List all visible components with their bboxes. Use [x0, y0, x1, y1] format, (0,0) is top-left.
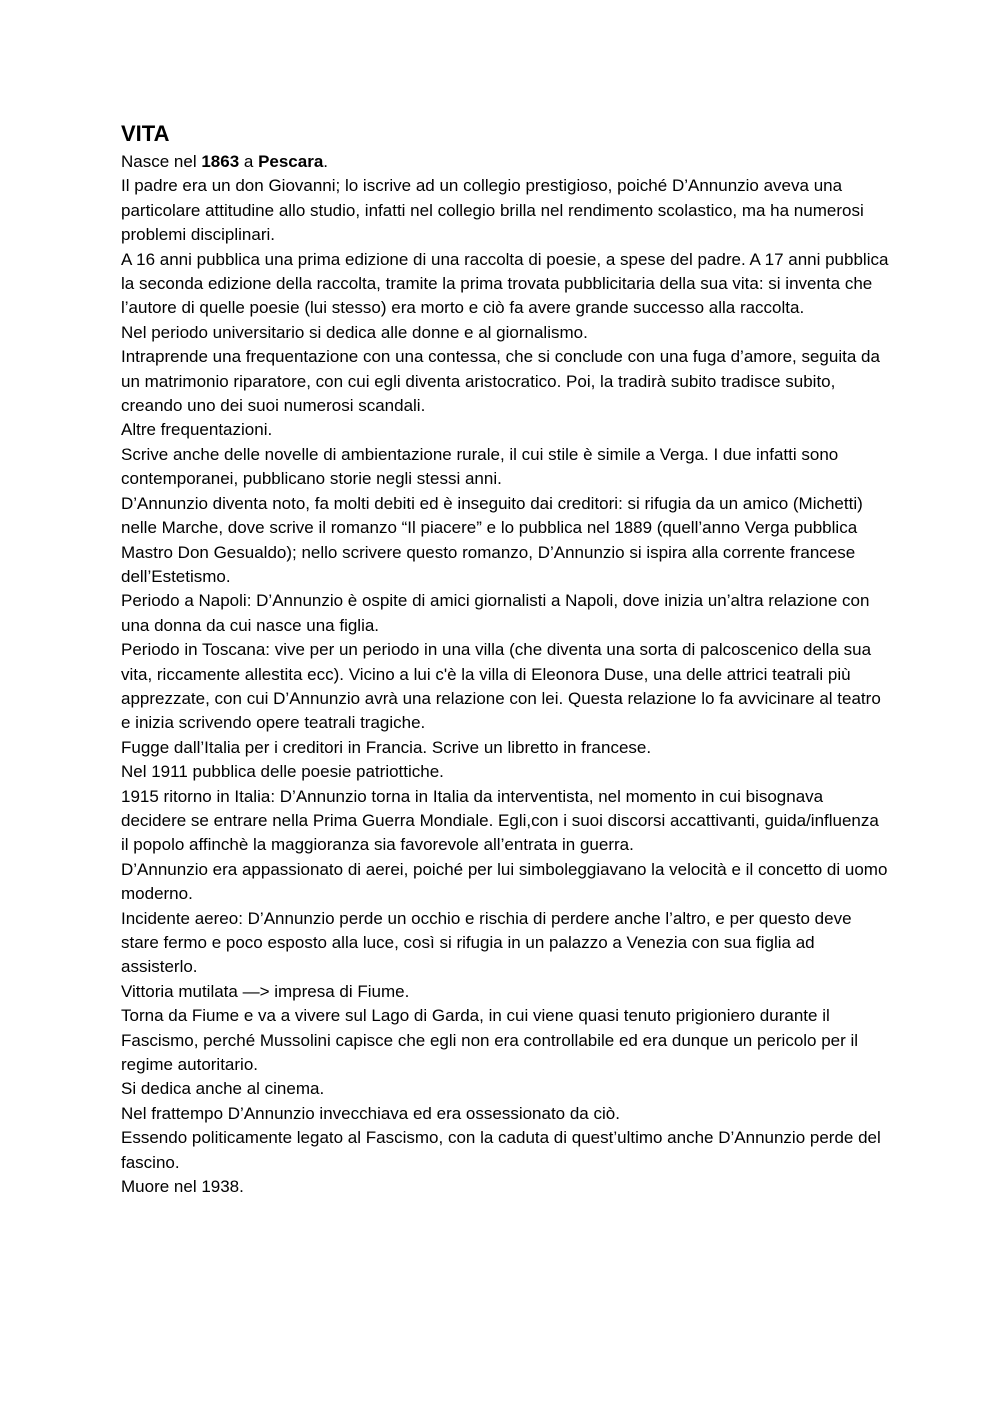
paragraph-il-piacere: D’Annunzio diventa noto, fa molti debiti ed è inseguito dai creditori: si rifugia da un amico (Michetti) nelle Marche, dove scrive il romanzo “Il piacere” e lo pubblica nel 1889 (quell’anno Verga pubblica Mastro Don Gesualdo); nello scrivere questo romanzo, D’Annunzio si ispira alla corrente francese dell’Estetismo.: [121, 493, 863, 586]
page-title: VITA: [121, 121, 170, 146]
paragraph-other-relations: Altre frequentazioni.: [121, 420, 273, 440]
paragraph-tuscany: Periodo in Toscana: vive per un periodo in una villa (che diventa una sorta di palcoscenico della sua vita, riccamente allestita ecc). Vicino a lui c'è la villa di Eleonora Duse, una delle attrici teatrali più apprezzate, con cui D’Annunzio avrà una relazione con lei. Questa relazione lo fa avvicinare al teatro e inizia scrivendo opere teatrali tragiche.: [121, 640, 881, 733]
paragraph-naples: Periodo a Napoli: D’Annunzio è ospite di amici giornalisti a Napoli, dove inizia un’altra relazione con una donna da cui nasce una figlia.: [121, 591, 870, 635]
paragraph-planes: D’Annunzio era appassionato di aerei, poiché per lui simboleggiavano la velocità e il concetto di uomo moderno.: [121, 859, 888, 904]
paragraph-fiume: Vittoria mutilata —> impresa di Fiume.: [121, 981, 410, 1001]
paragraph-death: Muore nel 1938.: [121, 1177, 244, 1197]
paragraph-countess: Intraprende una frequentazione con una contessa, che si conclude con una fuga d’amore, seguita da un matrimonio riparatore, con cui egli diventa aristocratico. Poi, la tradirà subito tradisce subito, creando uno dei suoi numerosi scandali.: [121, 347, 880, 416]
paragraph-1915: 1915 ritorno in Italia: D’Annunzio torna in Italia da interventista, nel momento in cui bisognava decidere se entrare nella Prima Guerra Mondiale. Egli,con i suoi discorsi accattivanti, guida/influenza il popolo affinchè la maggioranza sia favorevole all’entrata in guerra.: [121, 786, 879, 855]
intro-suffix: .: [323, 152, 329, 171]
birth-city: Pescara: [258, 152, 324, 171]
paragraph-cinema: Si dedica anche al cinema.: [121, 1079, 325, 1099]
intro-middle: a: [239, 152, 259, 171]
paragraph-fascism-fall: Essendo politicamente legato al Fascismo, con la caduta di quest’ultimo anche D’Annunzio perde del fascino.: [121, 1128, 881, 1172]
paragraph-aging: Nel frattempo D’Annunzio invecchiava ed era ossessionato da ciò.: [121, 1103, 620, 1123]
intro-paragraph: [121, 150, 891, 174]
birth-year: 1863: [201, 152, 240, 171]
paragraph-father: Il padre era un don Giovanni; lo iscrive ad un collegio prestigioso, poiché D’Annunzio aveva una particolare attitudine allo studio, infatti nel collegio brilla nel rendimento scolastico, ma ha numerosi problemi disciplinari.: [121, 176, 864, 245]
paragraph-novellas: Scrive anche delle novelle di ambientazione rurale, il cui stile è simile a Verga. I due infatti sono contemporanei, pubblicano storie negli stessi anni.: [121, 444, 839, 489]
paragraph-france: Fugge dall’Italia per i creditori in Francia. Scrive un libretto in francese.: [121, 737, 652, 757]
paragraph-accident: Incidente aereo: D’Annunzio perde un occhio e rischia di perdere anche l’altro, e per questo deve stare fermo e poco esposto alla luce, così si rifugia in un palazzo a Venezia con sua figlia ad assisterlo.: [121, 908, 852, 977]
paragraph-first-poems: A 16 anni pubblica una prima edizione di una raccolta di poesie, a spese del padre. A 17 anni pubblica la seconda edizione della raccolta, tramite la prima trovata pubblicitaria della sua vita: si inventa che l’autore di quelle poesie (lui stesso) era morto e ciò fa avere grande successo alla raccolta.: [121, 249, 889, 318]
document-page: [121, 118, 891, 1199]
intro-prefix: Nasce nel: [121, 152, 202, 171]
paragraph-university: Nel periodo universitario si dedica alle donne e al giornalismo.: [121, 322, 588, 342]
paragraph-garda: Torna da Fiume e va a vivere sul Lago di Garda, in cui viene quasi tenuto prigioniero durante il Fascismo, perché Mussolini capisce che egli non era controllabile ed era dunque un pericolo per il regime autoritario.: [121, 1006, 859, 1075]
paragraph-1911: Nel 1911 pubblica delle poesie patriottiche.: [121, 762, 444, 782]
